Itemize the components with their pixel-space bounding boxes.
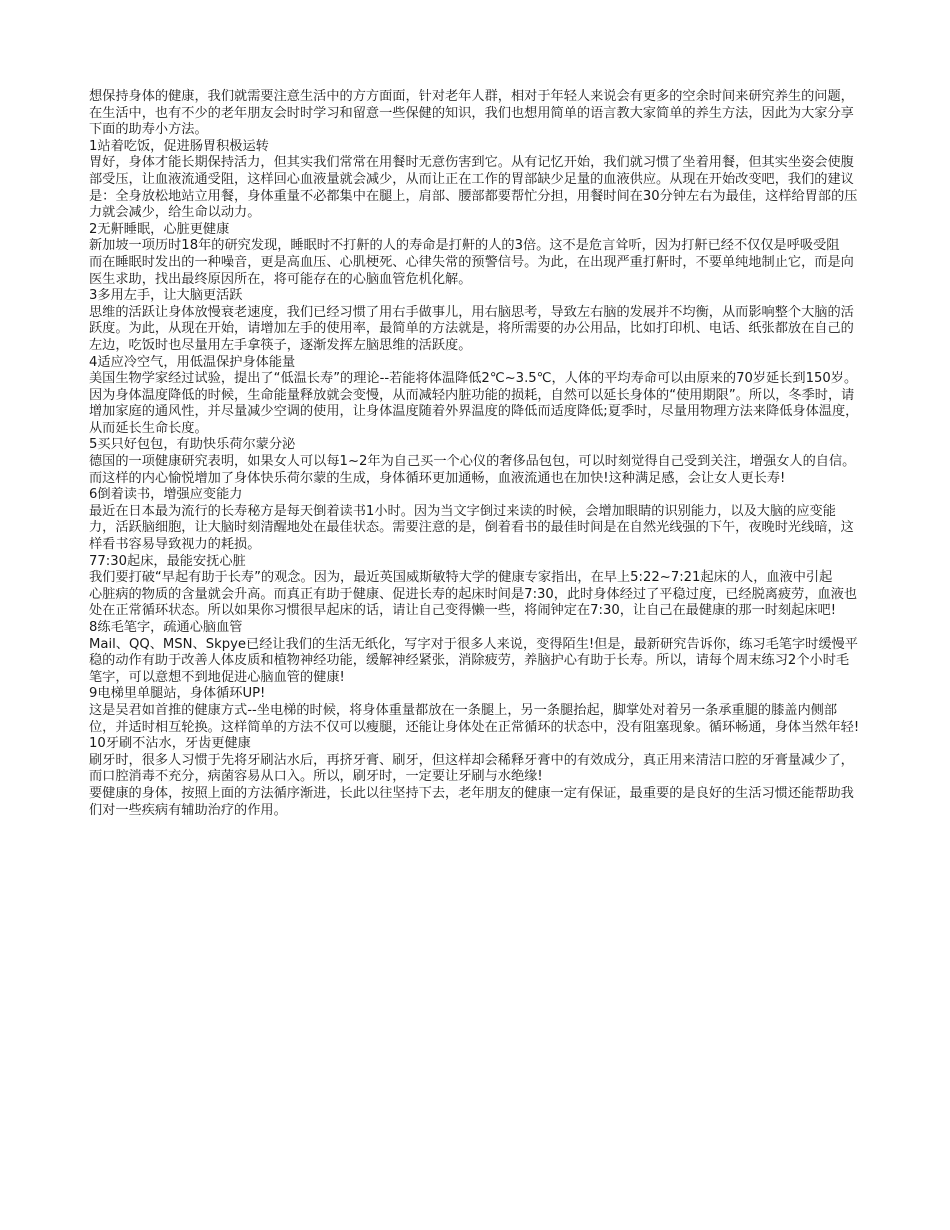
- section-heading-5: 5买只好包包，有助快乐荷尔蒙分泌: [89, 437, 296, 453]
- section-paragraph-9: 这是吴君如首推的健康方式--坐电梯的时候，将身体重量都放在一条腿上，另一条腿抬起，脚掌处对着另一条承重腿的膝盖内侧部位，并适时相互轮换。这样简单的方法不仅可以瘦腿，还能让身体处在正常循环的状态中，没有阻塞现象。循环畅通，身体当然年轻!: [89, 702, 860, 735]
- section-paragraph-4: 美国生物学家经过试验，提出了“低温长寿”的理论--若能将体温降低2℃~3.5℃，人体的平均寿命可以由原来的70岁延长到150岁。因为身体温度降低的时候，生命能量释放就会变慢，从而减轻内脏功能的损耗，自然可以延长身体的“使用期限”。所以，冬季时，请增加家庭的通风性，并尽量减少空调的使用，让身体温度随着外界温度的降低而适度降低;夏季时，尽量用物理方法来降低身体温度，从而延长生命长度。: [89, 371, 859, 436]
- section-heading-7: 77:30起床，最能安抚心脏: [89, 553, 246, 569]
- section-heading-1: 1站着吃饭，促进肠胃积极运转: [89, 138, 269, 154]
- conclusion-paragraph: 要健康的身体，按照上面的方法循序渐进，长此以往坚持下去，老年朋友的健康一定有保证，最重要的是良好的生活习惯还能帮助我们对一些疾病有辅助治疗的作用。: [89, 785, 854, 818]
- section-heading-9: 9电梯里单腿站，身体循环UP!: [89, 686, 266, 702]
- section-paragraph-8: Mail、QQ、MSN、Skpye已经让我们的生活无纸化，写字对于很多人来说，变得陌生!但是，最新研究告诉你，练习毛笔字时缓慢平稳的动作有助于改善人体皮质和植物神经功能，缓解神经紧张，消除疲劳，养脑护心有助于长寿。所以，请每个周末练习2个小时毛笔字，可以意想不到地促进心脑血管的健康!: [89, 636, 858, 685]
- intro-paragraph: 想保持身体的健康，我们就需要注意生活中的方方面面，针对老年人群，相对于年轻人来说会有更多的空余时间来研究养生的问题，在生活中，也有不少的老年朋友会时时学习和留意一些保健的知识，我们也想用简单的语言教大家简单的养生方法，因此为大家分享下面的助寿小方法。: [89, 89, 854, 138]
- section-heading-6: 6倒着读书，增强应变能力: [89, 487, 243, 503]
- section-paragraph-7a: 我们要打破“早起有助于长寿”的观念。因为，最近英国威斯敏特大学的健康专家指出，在早上5:22~7:21起床的人，血液中引起: [89, 570, 833, 586]
- section-paragraph-3: 思维的活跃让身体放慢衰老速度，我们已经习惯了用右手做事儿，用右脑思考，导致左右脑的发展并不均衡，从而影响整个大脑的活跃度。为此，从现在开始，请增加左手的使用率，最简单的方法就是，将所需要的办公用品，比如打印机、电话、纸张都放在自己的左边，吃饭时也尽量用左手拿筷子，逐渐发挥左脑思维的活跃度。: [89, 304, 854, 353]
- section-paragraph-1: 胃好，身体才能长期保持活力，但其实我们常常在用餐时无意伤害到它。从有记忆开始，我们就习惯了坐着用餐，但其实坐姿会使腹部受压，让血液流通受阻，这样回心血液量就会减少，从而让正在工作的胃部缺少足量的血液供应。从现在开始改变吧，我们的建议是：全身放松地站立用餐，身体重量不必都集中在腿上，肩部、腰部都要帮忙分担，用餐时间在30分钟左右为最佳，这样给胃部的压力就会减少，给生命以动力。: [89, 155, 858, 221]
- section-heading-8: 8练毛笔字，疏通心脑血管: [89, 620, 243, 635]
- section-paragraph-7b: 心脏病的物质的含量就会升高。而真正有助于健康、促进长寿的起床时间是7:30，此时身体经过了平稳过度，已经脱离疲劳，血液也处在正常循环状态。所以如果你习惯很早起床的话，请让自己变得懒一些，将闹钟定在7:30，让自己在最健康的那一时刻起床吧!: [89, 586, 858, 619]
- section-paragraph-2a: 新加坡一项历时18年的研究发现，睡眠时不打鼾的人的寿命是打鼾的人的3倍。这不是危言耸听，因为打鼾已经不仅仅是呼吸受阻: [89, 238, 840, 254]
- section-heading-10: 10牙刷不沾水，牙齿更健康: [89, 736, 251, 752]
- article-body: [89, 89, 861, 819]
- section-heading-2: 2无鼾睡眠，心脏更健康: [89, 221, 230, 237]
- section-paragraph-10: 刷牙时，很多人习惯于先将牙刷沾水后，再挤牙膏、刷牙，但这样却会稀释牙膏中的有效成分，真正用来清洁口腔的牙膏量减少了，而口腔消毒不充分，病菌容易从口入。所以，刷牙时，一定要让牙刷与水绝缘!: [89, 752, 854, 785]
- section-heading-4: 4适应冷空气，用低温保护身体能量: [89, 354, 296, 370]
- section-paragraph-6: 最近在日本最为流行的长寿秘方是每天倒着读书1小时。因为当文字倒过来读的时候，会增加眼睛的识别能力，以及大脑的应变能力，活跃脑细胞，让大脑时刻清醒地处在最佳状态。需要注意的是，倒着看书的最佳时间是在自然光线强的下午，夜晚时光线暗，这样看书容易导致视力的耗损。: [89, 503, 854, 553]
- section-heading-3: 3多用左手，让大脑更活跃: [89, 288, 243, 304]
- section-paragraph-5: 德国的一项健康研究表明，如果女人可以每1~2年为自己买一个心仪的奢侈品包包，可以时刻觉得自己受到关注，增强女人的自信。而这样的内心愉悦增加了身体快乐荷尔蒙的生成，身体循环更加通畅，血液流通也在加快!这种满足感，会让女人更长寿!: [89, 454, 856, 486]
- section-paragraph-2b: 而在睡眠时发出的一种噪音，更是高血压、心肌梗死、心律失常的预警信号。为此，在出现严重打鼾时，不要单纯地制止它，而是向医生求助，找出最终原因所在，将可能存在的心脑血管危机化解。: [89, 254, 854, 287]
